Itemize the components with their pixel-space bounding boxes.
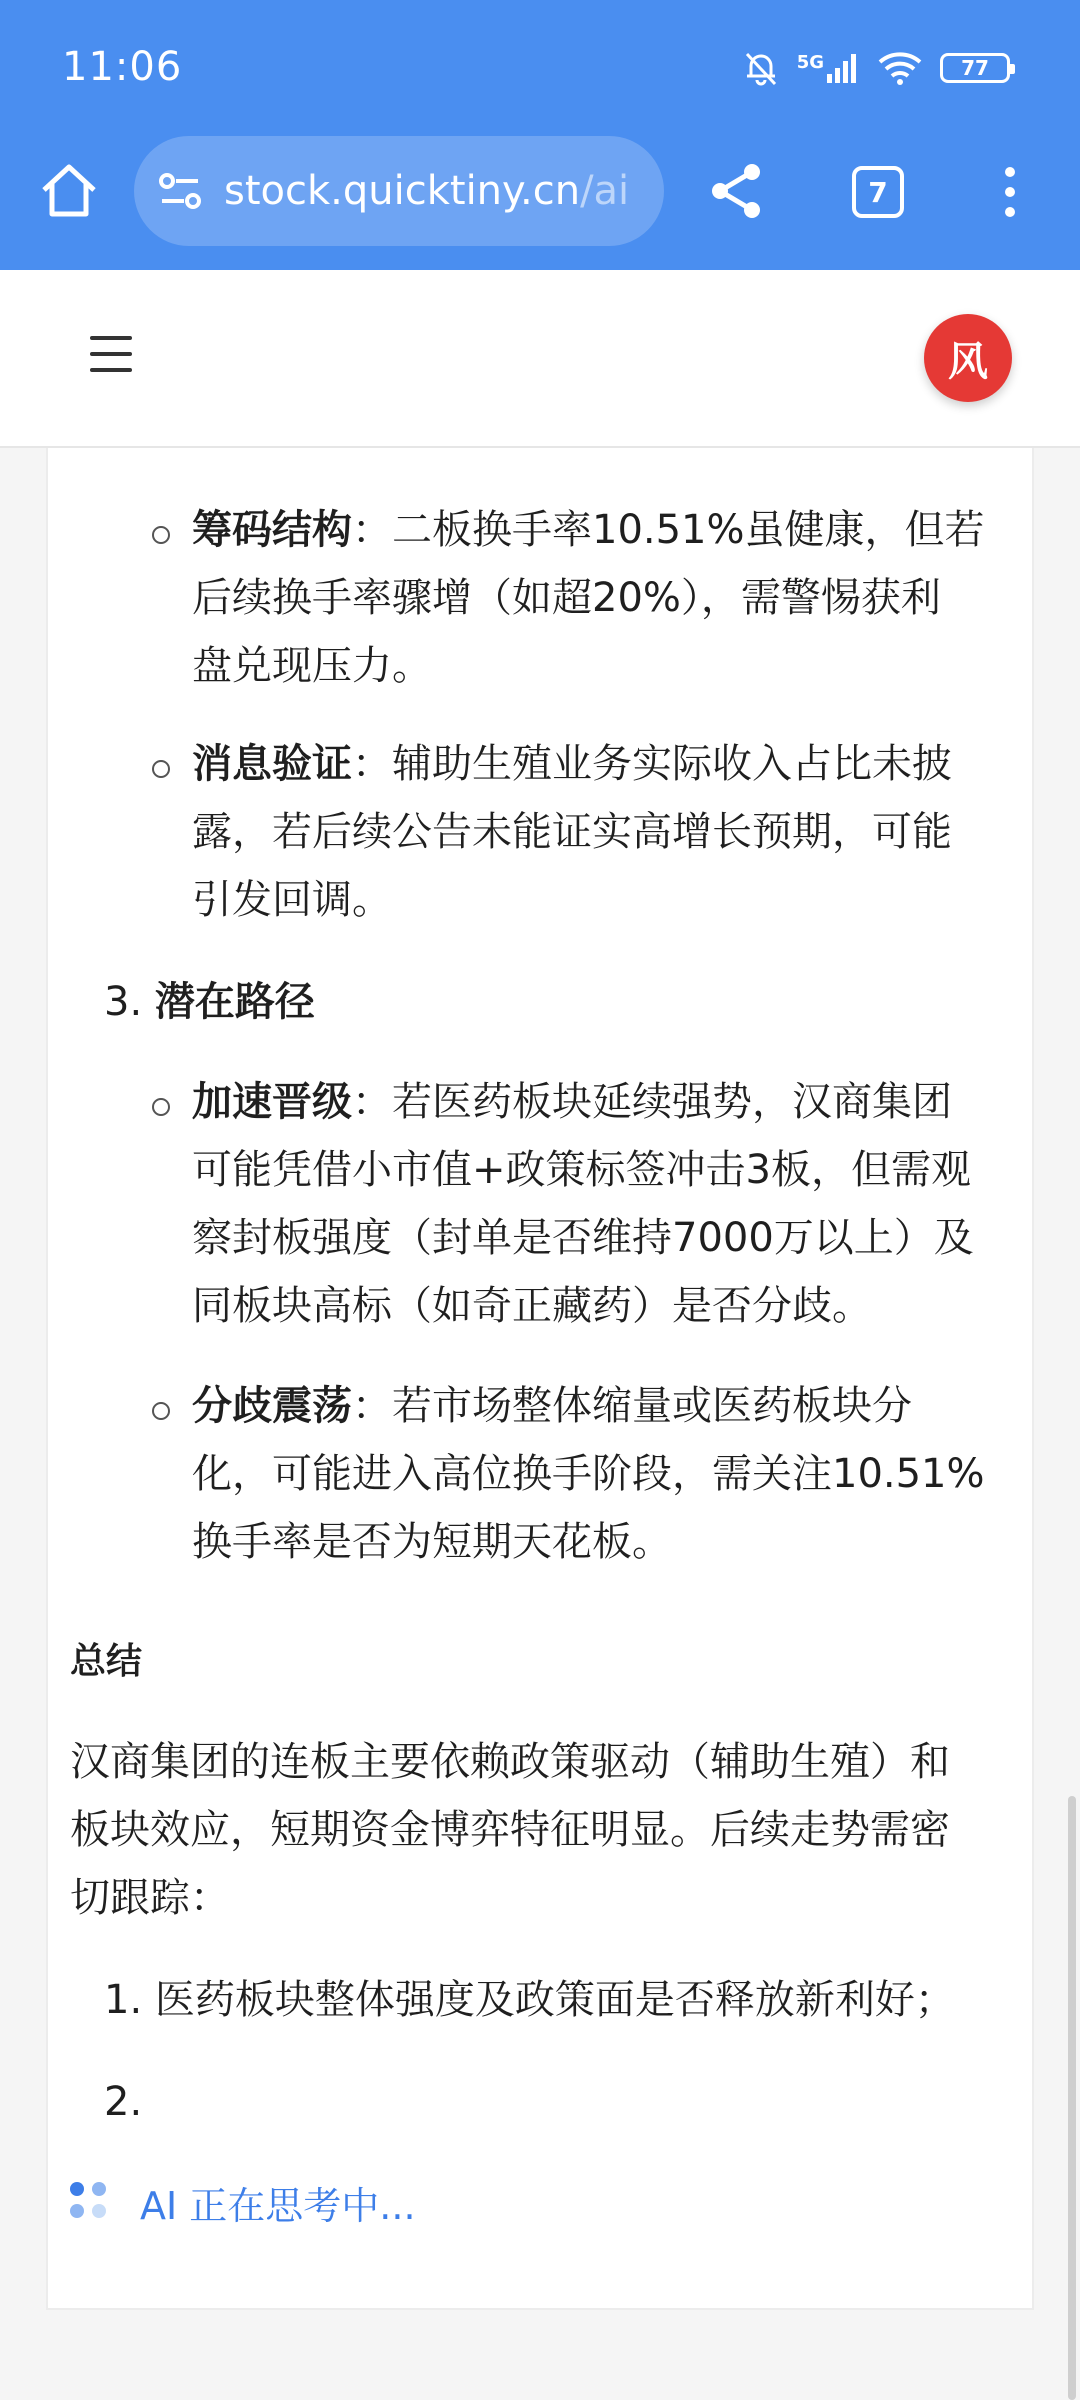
page-header: [0, 270, 1080, 448]
mute-bell-icon: [741, 48, 781, 88]
list-item: [104, 1966, 955, 2034]
item-text: 盘兑现压力。: [192, 643, 432, 689]
url-toolbar: [0, 136, 1080, 270]
list-item-chip-structure: [192, 496, 1022, 700]
item-text: 换手率是否为短期天花板。: [192, 1519, 672, 1565]
cellular-signal-icon: [797, 52, 860, 84]
address-bar[interactable]: [134, 136, 664, 246]
wifi-icon: [876, 50, 924, 86]
item-text: ：辅助生殖业务实际收入占比未披: [352, 741, 952, 787]
thinking-text: AI 正在思考中...: [140, 2183, 416, 2228]
url-host: stock.quicktiny.cn: [224, 168, 581, 214]
status-bar: [0, 0, 1080, 136]
section-number: 3.: [104, 979, 143, 1025]
avatar-text: 风: [948, 338, 988, 385]
list-item-divergence: [192, 1372, 1022, 1576]
site-settings-icon[interactable]: [156, 167, 204, 215]
item-text: 后续换手率骤增（如超20%），需警惕获利: [192, 575, 941, 621]
list-text: 医药板块整体强度及政策面是否释放新利好；: [154, 1977, 955, 2023]
section-heading-3: [104, 968, 315, 1036]
item-text: ：若市场整体缩量或医药板块分: [352, 1383, 912, 1429]
status-icons: [741, 46, 1010, 90]
loading-dots-icon: [70, 2182, 110, 2222]
more-options-icon[interactable]: [990, 162, 1030, 222]
summary-heading: 总结: [70, 1641, 143, 1682]
item-text: 化，可能进入高位换手阶段，需关注10.51%: [192, 1451, 985, 1497]
item-text: 同板块高标（如奇正藏药）是否分歧。: [192, 1283, 872, 1329]
item-text: 引发回调。: [192, 877, 392, 923]
item-text: ：若医药板块延续强势，汉商集团: [352, 1079, 952, 1125]
home-icon[interactable]: [38, 160, 100, 222]
url-text: [224, 168, 629, 214]
hollow-bullet-icon: [152, 760, 170, 778]
list-number: 1.: [104, 1977, 143, 2023]
item-title: 消息验证: [192, 741, 352, 787]
item-text: ：二板换手率10.51%虽健康，但若: [352, 507, 985, 553]
summary-text: 汉商集团的连板主要依赖政策驱动（辅助生殖）和: [70, 1739, 950, 1785]
tab-switcher-button[interactable]: [852, 166, 904, 218]
hollow-bullet-icon: [152, 1402, 170, 1420]
hamburger-menu-icon[interactable]: [90, 336, 132, 376]
item-text: 露，若后续公告未能证实高增长预期，可能: [192, 809, 952, 855]
list-item-accelerate: [192, 1068, 1022, 1340]
list-item-news-verify: [192, 730, 1022, 934]
item-title: 加速晋级: [192, 1079, 352, 1125]
page-scrollbar[interactable]: [1068, 1796, 1076, 2400]
share-icon[interactable]: [706, 160, 768, 222]
status-time: 11:06: [62, 44, 183, 90]
summary-text: 板块效应，短期资金博弈特征明显。后续走势需密: [70, 1807, 950, 1853]
item-title: 筹码结构: [192, 507, 352, 553]
list-number: 2.: [104, 2079, 143, 2125]
section-title: 潜在路径: [154, 979, 315, 1025]
browser-chrome: [0, 0, 1080, 270]
network-type: 5G: [796, 52, 824, 73]
battery-level: 77: [961, 56, 989, 80]
item-title: 分歧震荡: [192, 1383, 352, 1429]
url-path: /ai: [580, 168, 630, 214]
hollow-bullet-icon: [152, 526, 170, 544]
summary-paragraph: [70, 1728, 1050, 1932]
ai-thinking-indicator: [70, 2172, 416, 2232]
item-text: 察封板强度（封单是否维持7000万以上）及: [192, 1215, 974, 1261]
list-item: [104, 2068, 142, 2136]
summary-text: 切跟踪：: [70, 1875, 230, 1921]
hollow-bullet-icon: [152, 1098, 170, 1116]
tab-count: 7: [868, 175, 888, 209]
user-avatar[interactable]: [924, 314, 1012, 402]
battery-icon: [940, 53, 1010, 83]
item-text: 可能凭借小市值+政策标签冲击3板，但需观: [192, 1147, 971, 1193]
